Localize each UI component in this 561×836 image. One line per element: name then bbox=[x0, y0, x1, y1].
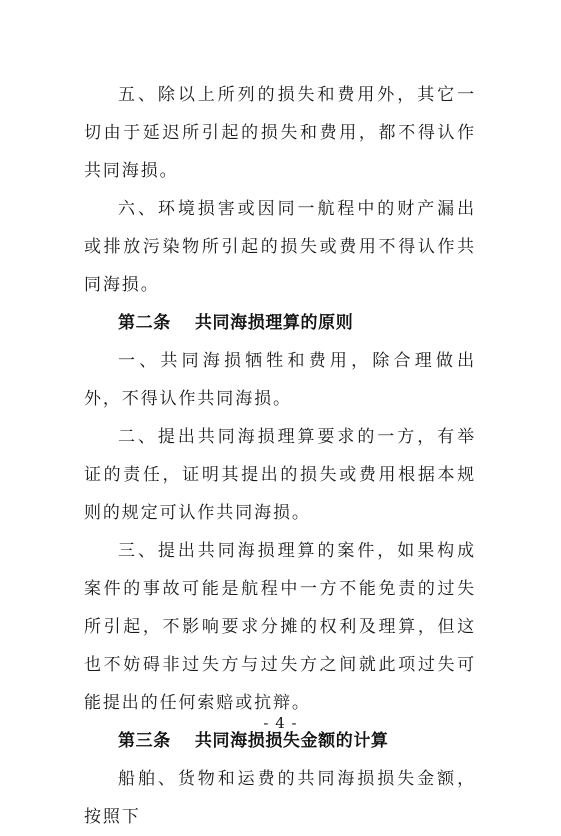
paragraph-article3-intro: 船舶、货物和运费的共同海损损失金额，按照下 bbox=[84, 769, 476, 827]
section-heading-article-3: 第三条 共同海损损失金额的计算 bbox=[118, 731, 389, 751]
paragraph-article2-item-1: 一、共同海损牺牲和费用，除合理做出外，不得认作共同海损。 bbox=[84, 351, 476, 409]
paragraph-article2-item-2: 二、提出共同海损理算要求的一方，有举证的责任，证明其提出的损失或费用根据本规则的规定可认作共同海损。 bbox=[84, 427, 476, 523]
paragraph-item-6: 六、环境损害或因同一航程中的财产漏出或排放污染物所引起的损失或费用不得认作共同海损。 bbox=[84, 199, 476, 295]
paragraph-item-5: 五、除以上所列的损失和费用外，其它一切由于延迟所引起的损失和费用，都不得认作共同海损。 bbox=[84, 85, 476, 181]
section-heading-article-2: 第二条 共同海损理算的原则 bbox=[118, 313, 354, 333]
page-number: - 4 - bbox=[263, 714, 298, 732]
paragraph-article2-item-3: 三、提出共同海损理算的案件，如果构成案件的事故可能是航程中一方不能免责的过失所引起，不影响要求分摊的权利及理算，但这也不妨碍非过失方与过失方之间就此项过失可能提出的任何索赔或抗辩。 bbox=[84, 541, 476, 713]
